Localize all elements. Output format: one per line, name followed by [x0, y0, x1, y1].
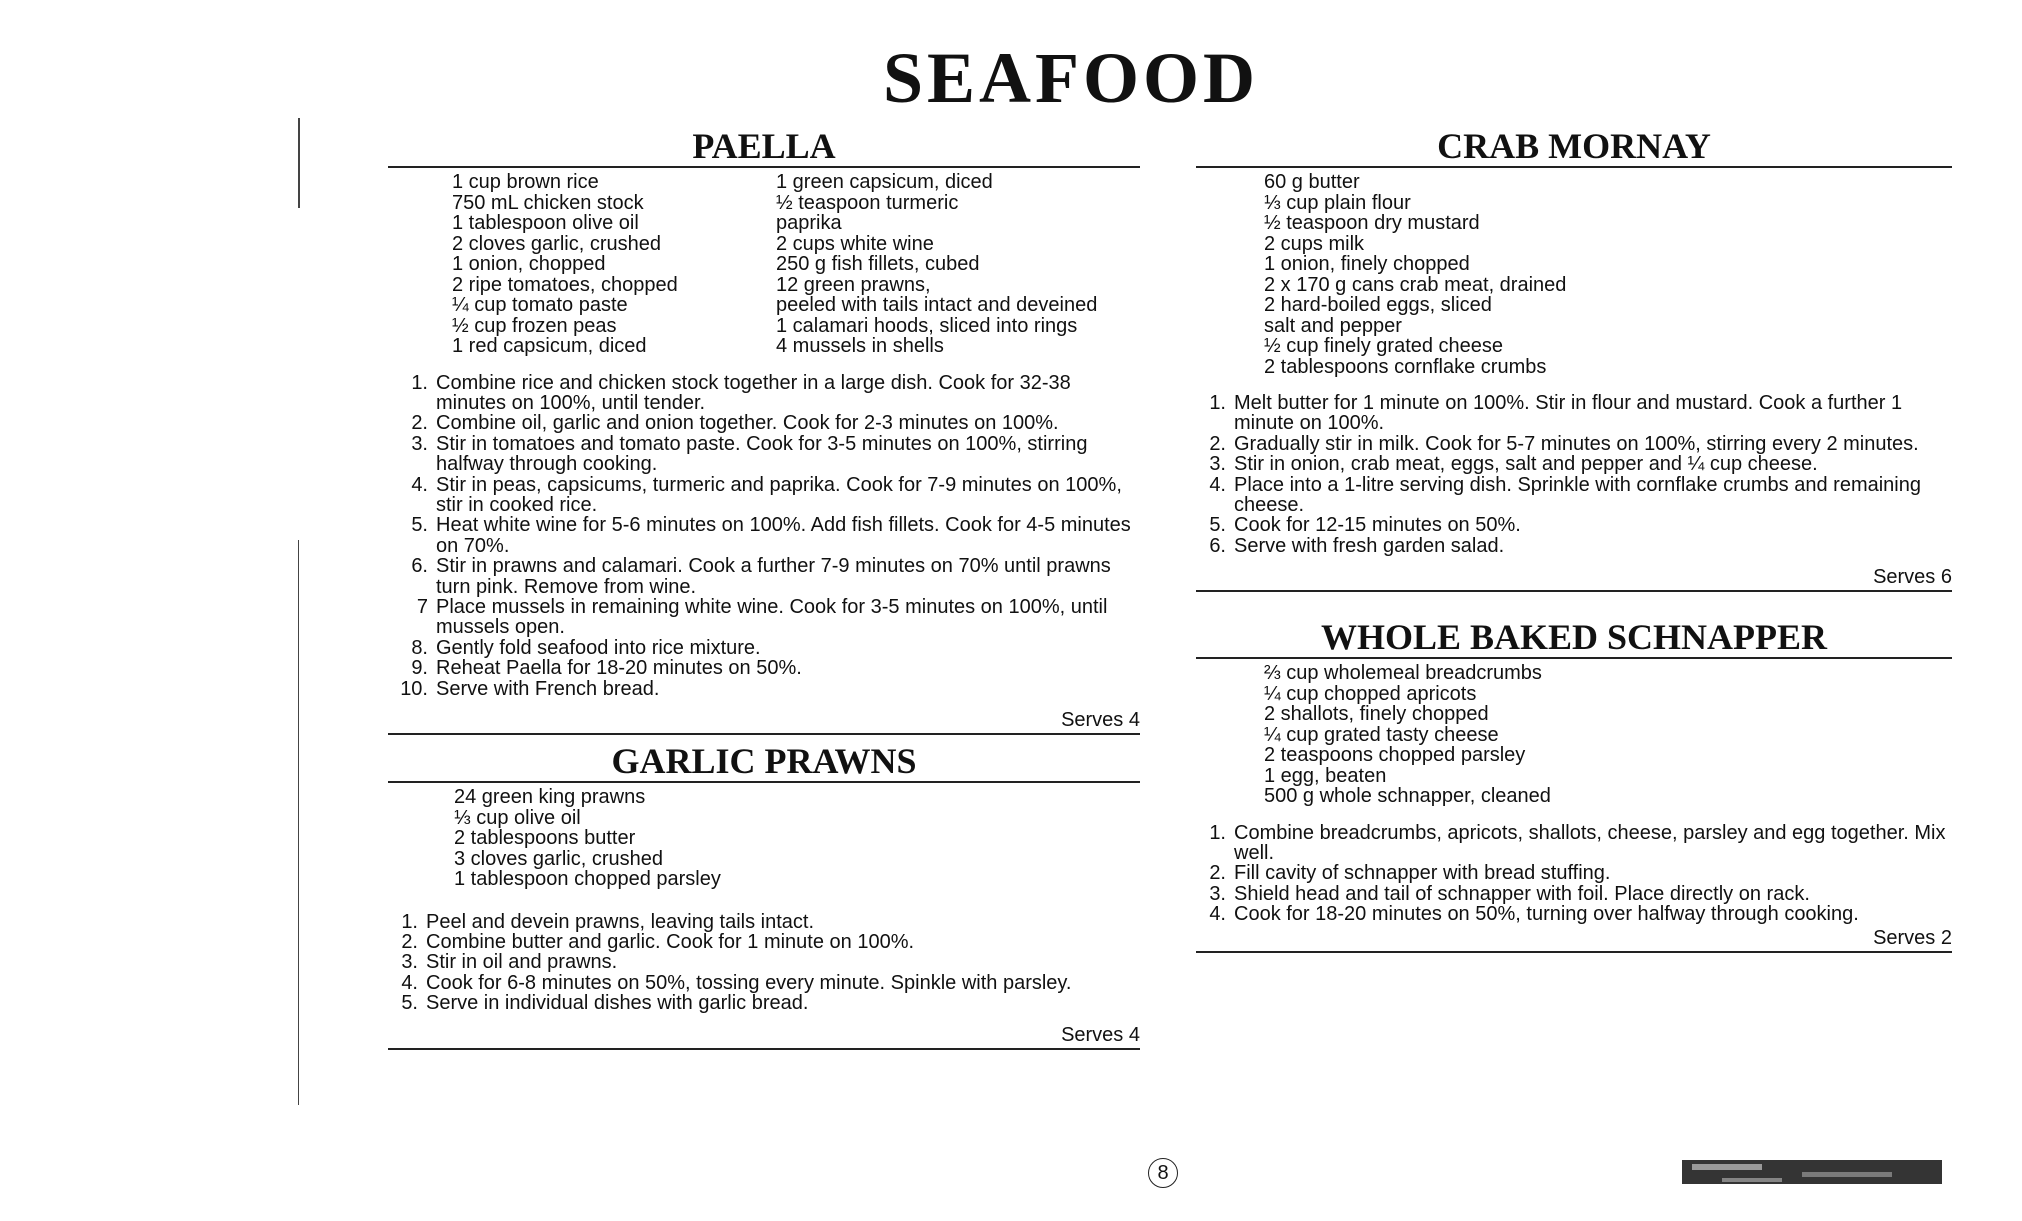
ingredient-item: 500 g whole schnapper, cleaned	[1264, 785, 1551, 807]
ingredient-item: 2 cups milk	[1264, 232, 1365, 255]
method-step	[1196, 904, 1952, 924]
ingredient-item: 3 cloves garlic, crushed	[454, 847, 663, 870]
recipe-title: WHOLE BAKED SCHNAPPER	[1196, 617, 1952, 659]
ingredient-item: 2 x 170 g cans crab meat, drained	[1264, 273, 1567, 296]
ingredient-item: 2 hard-boiled eggs, sliced	[1264, 294, 1492, 316]
step-text: Place into a 1-litre serving dish. Sprinkle with cornflake crumbs and remaining cheese.	[1234, 473, 1921, 517]
step-number: 5.	[401, 992, 418, 1015]
method-steps	[1196, 823, 1952, 925]
divider	[1196, 951, 1952, 953]
scan-noise-band	[1802, 1172, 1892, 1177]
step-number: 6.	[1209, 534, 1226, 557]
ingredient-item: ½ teaspoon turmeric	[776, 191, 959, 214]
step-number: 2.	[1209, 862, 1226, 885]
step-number: 10.	[400, 677, 428, 700]
ingredient-item: 1 calamari hoods, sliced into rings	[776, 314, 1078, 337]
method-step	[388, 413, 1140, 433]
method-step	[1196, 884, 1952, 904]
ingredient-item: 4 mussels in shells	[776, 335, 944, 357]
step-text: Shield head and tail of schnapper with foil. Place directly on rack.	[1234, 882, 1810, 905]
ingredient-item: 1 tablespoon olive oil	[452, 212, 639, 234]
method-step	[388, 679, 1140, 699]
method-step	[388, 932, 1140, 952]
serves-label: Serves 2	[1873, 926, 1952, 949]
ingredient-item: ⅓ cup olive oil	[454, 806, 581, 829]
step-number: 3.	[411, 432, 428, 455]
method-step	[388, 556, 1140, 597]
recipe-whole-baked-schnapper	[1196, 617, 1952, 953]
recipe-garlic-prawns	[388, 741, 1140, 1050]
step-text: Gently fold seafood into rice mixture.	[436, 636, 761, 659]
ingredient-item: 1 green capsicum, diced	[776, 171, 993, 193]
page-header	[0, 52, 2022, 112]
recipe-title: PAELLA	[388, 126, 1140, 168]
ingredient-item: 24 green king prawns	[454, 786, 646, 808]
ingredient-item: 750 mL chicken stock	[452, 191, 644, 214]
step-text: Combine oil, garlic and onion together. Cook for 2-3 minutes on 100%.	[436, 412, 1059, 435]
ingredient-item: ⅓ cup plain flour	[1264, 191, 1411, 214]
ingredient-list	[1196, 172, 1952, 377]
step-number: 7	[416, 595, 428, 618]
step-number: 1.	[1209, 392, 1226, 414]
step-text: Cook for 12-15 minutes on 50%.	[1234, 514, 1521, 537]
ingredient-item: 1 onion, chopped	[452, 253, 606, 275]
scan-noise-band	[1692, 1164, 1762, 1170]
method-step	[388, 638, 1140, 658]
method-step	[1196, 536, 1952, 556]
ingredient-item: 250 g fish fillets, cubed	[776, 253, 980, 275]
method-step	[388, 597, 1140, 638]
divider	[388, 1048, 1140, 1050]
ingredient-item: ½ cup finely grated cheese	[1264, 335, 1504, 357]
recipe-crab-mornay	[1196, 126, 1952, 592]
ingredient-item: 2 shallots, finely chopped	[1264, 703, 1489, 725]
step-text: Stir in prawns and calamari. Cook a further 7-9 minutes on 70% until prawns turn pink. Remove from wine.	[436, 555, 1111, 598]
step-number: 4.	[1209, 473, 1226, 496]
method-steps	[1196, 393, 1952, 556]
ingredient-item: ¼ cup chopped apricots	[1264, 682, 1477, 705]
ingredient-item: ½ cup frozen peas	[452, 314, 617, 337]
step-text: Gradually stir in milk. Cook for 5-7 minutes on 100%, stirring every 2 minutes.	[1234, 432, 1919, 455]
binding-margin-line	[298, 540, 299, 1105]
ingredient-column	[776, 172, 1097, 357]
method-step	[1196, 515, 1952, 535]
ingredient-item: 2 tablespoons butter	[454, 827, 636, 849]
method-step	[388, 973, 1140, 993]
step-text: Combine rice and chicken stock together in a large dish. Cook for 32-38 minutes on 100%, until tender.	[436, 371, 1071, 414]
ingredient-item: salt and pepper	[1264, 314, 1402, 337]
step-text: Melt butter for 1 minute on 100%. Stir in flour and mustard. Cook a further 1 minute on 100%.	[1234, 392, 1903, 435]
method-step	[388, 373, 1140, 414]
step-text: Serve with fresh garden salad.	[1234, 534, 1505, 557]
step-text: Stir in tomatoes and tomato paste. Cook for 3-5 minutes on 100%, stirring halfway through cooking.	[436, 432, 1088, 476]
method-step	[388, 475, 1140, 516]
step-text: Stir in peas, capsicums, turmeric and paprika. Cook for 7-9 minutes on 100%, stir in cooked rice.	[436, 473, 1122, 516]
ingredient-item: 60 g butter	[1264, 171, 1360, 193]
page-number: 8	[1148, 1158, 1178, 1188]
step-number: 8.	[411, 636, 428, 659]
step-text: Serve with French bread.	[436, 677, 660, 700]
step-text: Heat white wine for 5-6 minutes on 100%. Add fish fillets. Cook for 4-5 minutes on 70%.	[436, 514, 1131, 557]
method-step	[388, 912, 1140, 932]
method-step	[388, 434, 1140, 475]
step-number: 3.	[1209, 882, 1226, 905]
ingredient-item: 2 ripe tomatoes, chopped	[452, 273, 678, 296]
ingredient-item: ⅔ cup wholemeal breadcrumbs	[1264, 662, 1542, 684]
ingredient-item: ¼ cup grated tasty cheese	[1264, 723, 1499, 746]
step-text: Cook for 6-8 minutes on 50%, tossing every minute. Spinkle with parsley.	[426, 971, 1072, 994]
step-text: Peel and devein prawns, leaving tails intact.	[426, 910, 815, 933]
step-text: Serve in individual dishes with garlic bread.	[426, 992, 809, 1015]
ingredient-list	[388, 172, 1140, 357]
step-text: Stir in oil and prawns.	[426, 951, 618, 974]
step-number: 5.	[1209, 514, 1226, 537]
step-text: Fill cavity of schnapper with bread stuffing.	[1234, 862, 1611, 885]
ingredient-item: 1 tablespoon chopped parsley	[454, 868, 721, 890]
ingredient-column	[1196, 172, 1566, 377]
step-number: 1.	[401, 910, 418, 933]
ingredient-item: 2 tablespoons cornflake crumbs	[1264, 355, 1547, 378]
ingredient-column	[1196, 663, 1551, 807]
step-number: 1.	[411, 371, 428, 394]
method-step	[1196, 434, 1952, 454]
ingredient-item: 1 egg, beaten	[1264, 764, 1387, 787]
step-text: Combine breadcrumbs, apricots, shallots, cheese, parsley and egg together. Mix well.	[1234, 821, 1946, 864]
method-step	[388, 515, 1140, 556]
step-text: Stir in onion, crab meat, eggs, salt and pepper and ¼ cup cheese.	[1234, 453, 1818, 476]
step-number: 5.	[411, 514, 428, 537]
step-number: 1.	[1209, 821, 1226, 844]
ingredient-item: ¼ cup tomato paste	[452, 294, 628, 316]
ingredient-list	[388, 787, 1140, 890]
step-text: Combine butter and garlic. Cook for 1 minute on 100%.	[426, 930, 915, 953]
ingredient-item: peeled with tails intact and deveined	[776, 294, 1098, 316]
step-number: 4.	[1209, 903, 1226, 926]
step-number: 6.	[411, 555, 428, 578]
method-step	[1196, 823, 1952, 864]
ingredient-item: 2 cloves garlic, crushed	[452, 232, 661, 255]
serves-label: Serves 4	[1061, 709, 1140, 731]
step-number: 3.	[1209, 453, 1226, 476]
ingredient-item: 1 red capsicum, diced	[452, 335, 647, 357]
ingredient-column	[388, 787, 721, 890]
ingredient-item: 2 teaspoons chopped parsley	[1264, 744, 1526, 766]
ingredient-column	[388, 172, 776, 357]
page-header-text: SEAFOOD	[882, 52, 1260, 112]
scan-noise-mark	[1682, 1158, 1942, 1186]
binding-margin-line	[298, 118, 300, 208]
step-text: Cook for 18-20 minutes on 50%, turning over halfway through cooking.	[1234, 903, 1859, 926]
step-number: 4.	[411, 473, 428, 496]
ingredient-item: paprika	[776, 212, 842, 234]
recipe-title: GARLIC PRAWNS	[388, 741, 1140, 783]
divider	[388, 733, 1140, 735]
ingredient-item: 2 cups white wine	[776, 232, 934, 255]
serves-label: Serves 6	[1873, 566, 1952, 589]
ingredient-item: 1 cup brown rice	[452, 171, 599, 193]
method-step	[1196, 863, 1952, 883]
scan-noise-band	[1722, 1178, 1782, 1182]
divider	[1196, 590, 1952, 592]
step-number: 2.	[401, 930, 418, 953]
method-steps	[388, 373, 1140, 700]
step-number: 3.	[401, 951, 418, 974]
step-text: Reheat Paella for 18-20 minutes on 50%.	[436, 657, 802, 680]
step-number: 4.	[401, 971, 418, 994]
step-number: 2.	[1209, 432, 1226, 455]
method-step	[388, 658, 1140, 678]
method-step	[1196, 454, 1952, 474]
step-number: 2.	[411, 412, 428, 435]
method-step	[388, 993, 1140, 1013]
ingredient-item: ½ teaspoon dry mustard	[1264, 212, 1480, 234]
ingredient-item: 1 onion, finely chopped	[1264, 253, 1470, 275]
method-step	[388, 952, 1140, 972]
method-step	[1196, 475, 1952, 516]
step-text: Place mussels in remaining white wine. Cook for 3-5 minutes on 100%, until mussels open.	[436, 595, 1108, 639]
recipe-paella	[388, 126, 1140, 735]
ingredient-item: 12 green prawns,	[776, 273, 931, 296]
ingredient-list	[1196, 663, 1952, 807]
method-steps	[388, 912, 1140, 1014]
recipe-title: CRAB MORNAY	[1196, 126, 1952, 168]
serves-label: Serves 4	[1061, 1023, 1140, 1046]
step-number: 9.	[411, 657, 428, 680]
method-step	[1196, 393, 1952, 434]
